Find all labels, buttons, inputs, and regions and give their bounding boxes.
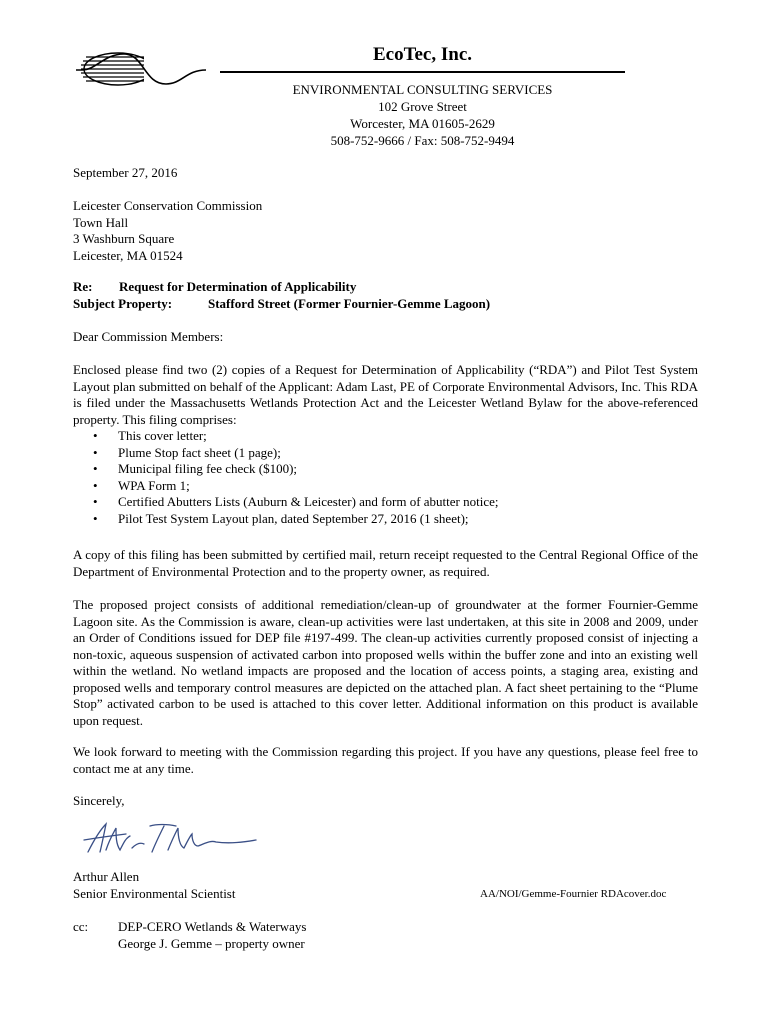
signer-name: Arthur Allen <box>73 869 140 884</box>
re-label: Re: <box>73 279 93 294</box>
recipient-line: Leicester Conservation Commission <box>73 198 263 213</box>
cc-recipient: DEP-CERO Wetlands & Waterways <box>118 919 307 934</box>
letterhead-rule <box>220 71 625 73</box>
recipient-line: Town Hall <box>73 214 129 230</box>
cc-recipient: George J. Gemme – property owner <box>118 935 305 951</box>
filing-contents-list <box>73 428 499 527</box>
paragraph-copy-notice: A copy of this filing has been submitted by certified mail, return receipt requested to the Central Regional Office of the Department of Environmental Protection and to the property owner, as required. <box>73 547 698 579</box>
list-item: • WPA Form 1; <box>73 478 499 495</box>
re-value: Request for Determination of Applicability <box>119 279 357 294</box>
salutation: Dear Commission Members: <box>73 329 224 344</box>
subject-label: Subject Property: <box>73 295 173 311</box>
recipient-line: Leicester, MA 01524 <box>73 247 183 263</box>
recipient-line: 3 Washburn Square <box>73 231 175 246</box>
cc-label: cc: <box>73 919 89 934</box>
handwritten-signature <box>80 818 260 860</box>
city-line: Worcester, MA 01605-2629 <box>350 116 495 131</box>
paragraph-intro: Enclosed please find two (2) copies of a Request for Determination of Applicability (“RDA”) and Pilot Test System Layout plan submitted on behalf of the Applicant: Adam Last, PE of Corporate Environmental Advisors, Inc. This RDA is filed under the Massachusetts Wetlands Protection Act and the Leicester Wetland Bylaw for the above-referenced property. This filing comprises: <box>73 362 698 427</box>
services-line: ENVIRONMENTAL CONSULTING SERVICES <box>292 82 553 97</box>
list-item: • Certified Abutters Lists (Auburn & Leicester) and form of abutter notice; <box>73 494 499 511</box>
closing: Sincerely, <box>73 793 125 808</box>
paragraph-closing-remarks: We look forward to meeting with the Commission regarding this project. If you have any questions, please feel free to contact me at any time. <box>73 744 698 776</box>
letter-date: September 27, 2016 <box>73 165 178 180</box>
letterhead-address <box>220 81 625 149</box>
company-name: EcoTec, Inc. <box>372 44 473 65</box>
file-reference: AA/NOI/Gemme-Fournier RDAcover.doc <box>480 888 667 900</box>
street-line: 102 Grove Street <box>378 99 467 114</box>
list-item: • Pilot Test System Layout plan, dated September 27, 2016 (1 sheet); <box>73 511 499 528</box>
signer-title: Senior Environmental Scientist <box>73 885 236 901</box>
list-item: • This cover letter; <box>73 428 499 445</box>
subject-value: Stafford Street (Former Fournier-Gemme Lagoon) <box>208 295 491 311</box>
re-block <box>73 279 490 312</box>
ecotec-logo <box>74 48 214 90</box>
recipient-address <box>73 198 262 264</box>
phone-fax-line: 508-752-9666 / Fax: 508-752-9494 <box>330 133 515 148</box>
list-item: • Municipal filing fee check ($100); <box>73 461 499 478</box>
list-item: • Plume Stop fact sheet (1 page); <box>73 445 499 462</box>
signer-block <box>73 869 235 902</box>
paragraph-project-description: The proposed project consists of additional remediation/clean-up of groundwater at the former Fournier-Gemme Lagoon site. As the Commission is aware, clean-up activities were last undertaken, at this site in 2008 and 2009, under an Order of Conditions issued for DEP file #197-499. The clean-up activities currently proposed consist of injecting a non-toxic, aqueous suspension of activated carbon into proposed wells within the buffer zone and into an existing well within the wetland. No wetland impacts are proposed and the location of access points, a staging area, existing and proposed wells and temporary control measures are depicted on the attached plan. A fact sheet pertaining to the “Plume Stop” activated carbon to be used is attached to this cover letter. Additional information on this product is available upon request. <box>73 597 698 728</box>
